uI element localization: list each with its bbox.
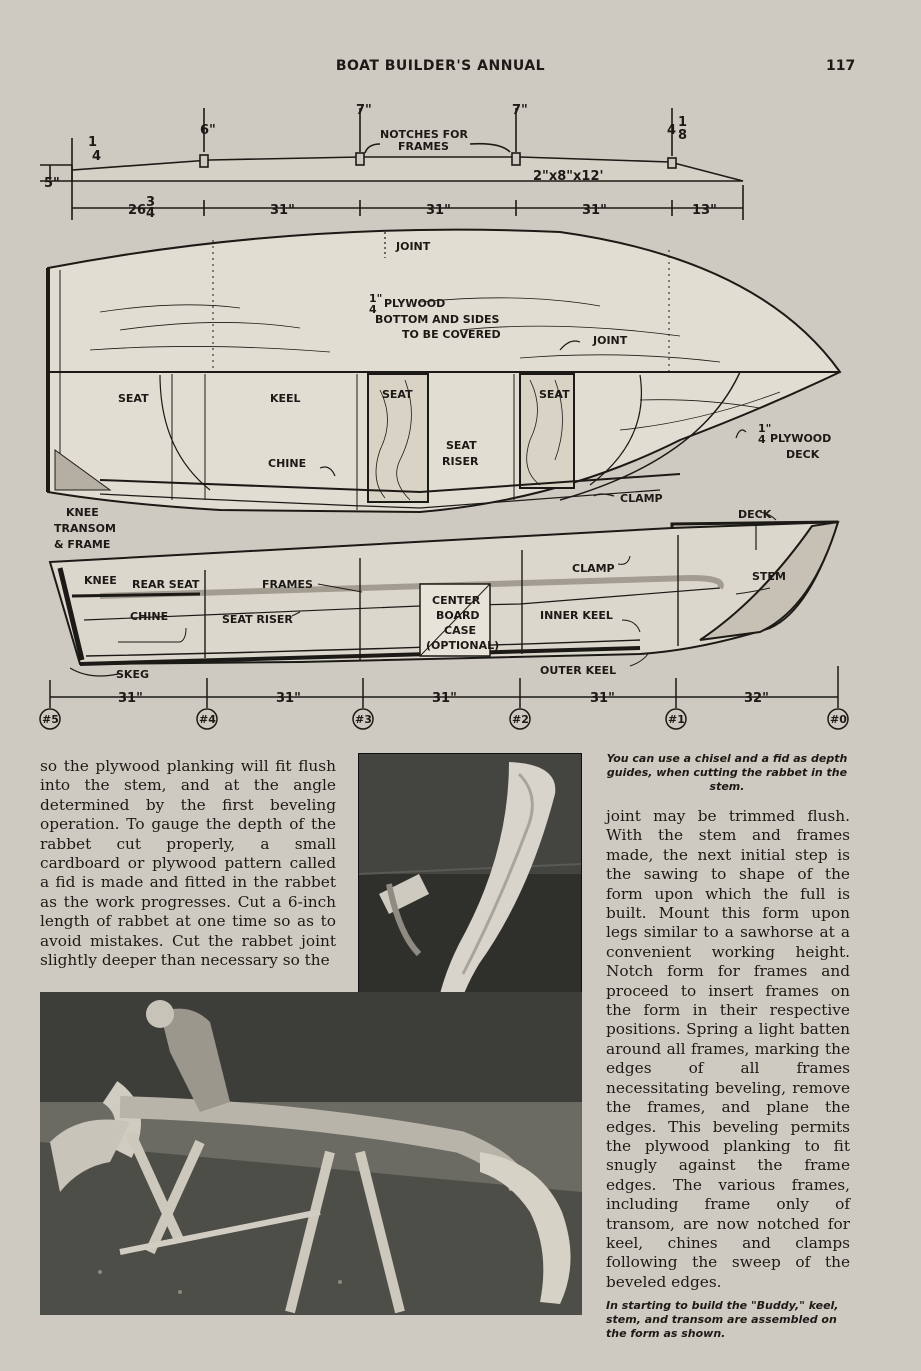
notch-depth-4-num: 1 [678,115,688,130]
chine-label: CHINE [268,457,307,470]
keel-left-offset-a: 1 [88,135,98,150]
seat-2-label: SEAT [382,388,413,401]
notch-depth-4-den: 8 [678,128,688,143]
station-4: #4 [199,713,216,726]
station-spacing-3: 31" [432,691,457,706]
skeg-label: SKEG [116,668,149,681]
frames-label: FRAMES [262,578,313,591]
notch-depth-4: 4 [667,123,677,138]
notches-label-1: NOTCHES FOR [380,128,468,141]
deck-fraction-den: 4 [758,433,766,446]
keel-spacing-2: 31" [270,203,295,218]
notch-depth-1: 6" [200,123,216,138]
boat-plan-drawing [0,80,881,735]
centerboard-label-2: BOARD [436,609,480,622]
inner-keel-label: INNER KEEL [540,609,613,622]
chine-label-section: CHINE [130,610,169,623]
keel-label: KEEL [270,392,301,405]
seat-1-label: SEAT [118,392,149,405]
deck-label-section: DECK [738,508,772,521]
page-number: 117 [826,58,856,74]
keel-spacing-1-den: 4 [146,206,156,221]
outer-keel-label: OUTER KEEL [540,664,617,677]
form-photo-caption: In starting to build the "Buddy," keel, stem, and transom are assembled on the form as shown. [606,1299,839,1340]
station-spacing-5: 32" [744,691,769,706]
plywood-fraction-num: 1" [369,292,383,305]
seat-riser-label-section: SEAT RISER [222,613,293,626]
keel-spacing-1: 26 [128,203,147,218]
keel-spacing-5: 13" [692,203,717,218]
station-3: #3 [355,713,372,726]
seat-riser-label-2: RISER [442,455,479,468]
centerboard-label-3: CASE [444,624,477,637]
keel-spacing-3: 31" [426,203,451,218]
seat-riser-label-1: SEAT [446,439,477,452]
deck-fraction-num: 1" [758,422,772,435]
notches-label-2: FRAMES [398,140,449,153]
plywood-label-1: PLYWOOD [384,297,446,310]
deck-label: DECK [786,448,820,461]
notch-depth-2: 7" [356,103,372,118]
plywood-label-3: TO BE COVERED [402,328,501,341]
keel-stock-size: 2"x8"x12' [533,169,604,184]
form-assembly-photo [40,992,582,1315]
frame-label-side: & FRAME [54,538,111,551]
plywood-label-2: BOTTOM AND SIDES [375,313,500,326]
knee-label-section: KNEE [84,574,117,587]
station-spacing-4: 31" [590,691,615,706]
centerboard-label-1: CENTER [432,594,481,607]
running-head: BOAT BUILDER'S ANNUAL [335,58,546,74]
keel-spacing-1-num: 3 [146,195,156,210]
knee-label-side: KNEE [66,506,99,519]
stem-label: STEM [752,570,786,583]
deck-plywood-label: PLYWOOD [770,432,832,445]
clamp-label-side: CLAMP [620,492,663,505]
plywood-fraction-den: 4 [369,303,377,316]
stem-photo-caption: You can use a chisel and a fid as depth guides, when cutting the rabbet in the stem. [606,752,848,793]
side-view [48,230,840,512]
joint-top-label: JOINT [396,240,431,253]
notch-depth-3: 7" [512,103,528,118]
station-1: #1 [668,713,685,726]
transom-label-side: TRANSOM [54,522,116,535]
joint-right-label: JOINT [593,334,628,347]
body-text-right: joint may be trimmed flush. With the stem and frames made, the next initial step is the sawing to shape of the form upon which the full is built. Mount this form upon legs similar to a sawhorse at a convenient working height. Notch form for frames and proceed to insert frames on the form in their respective positions. Spring a light batten around all frames, marking the edges of all frames necessitating beveling, remove the frames, and plane the edges. This beveling permits the plywood planking to fit snugly against the frame edges. The various frames, including frame only of transom, are now notched for keel, chines and clamps following the sweep of the beveled edges. [606,807,850,1291]
centerboard-label-4: (OPTIONAL) [426,639,500,652]
station-5: #5 [42,713,59,726]
station-spacing-2: 31" [276,691,301,706]
station-spacing-1: 31" [118,691,143,706]
seat-3-label: SEAT [539,388,570,401]
form-assembly-illustration [40,992,582,1315]
keel-spacing-4: 31" [582,203,607,218]
station-0: #0 [830,713,847,726]
clamp-label-section: CLAMP [572,562,615,575]
keel-left-offset-b: 4 [92,149,102,164]
body-text-left: so the plywood planking will fit flush into the stem, and at the angle determined by the first beveling operation. To gauge the depth of the rabbet cut properly, a small cardboard or plywood pattern called a fid is made and fitted in the rabbet as the work progresses. Cut a 6-inch length of rabbet at one time so as to avoid mistakes. Cut the rabbet joint slightly deeper than necessary so the [40,757,336,970]
keel-left-height: 5" [44,176,60,191]
rear-seat-label: REAR SEAT [132,578,200,591]
station-2: #2 [512,713,529,726]
